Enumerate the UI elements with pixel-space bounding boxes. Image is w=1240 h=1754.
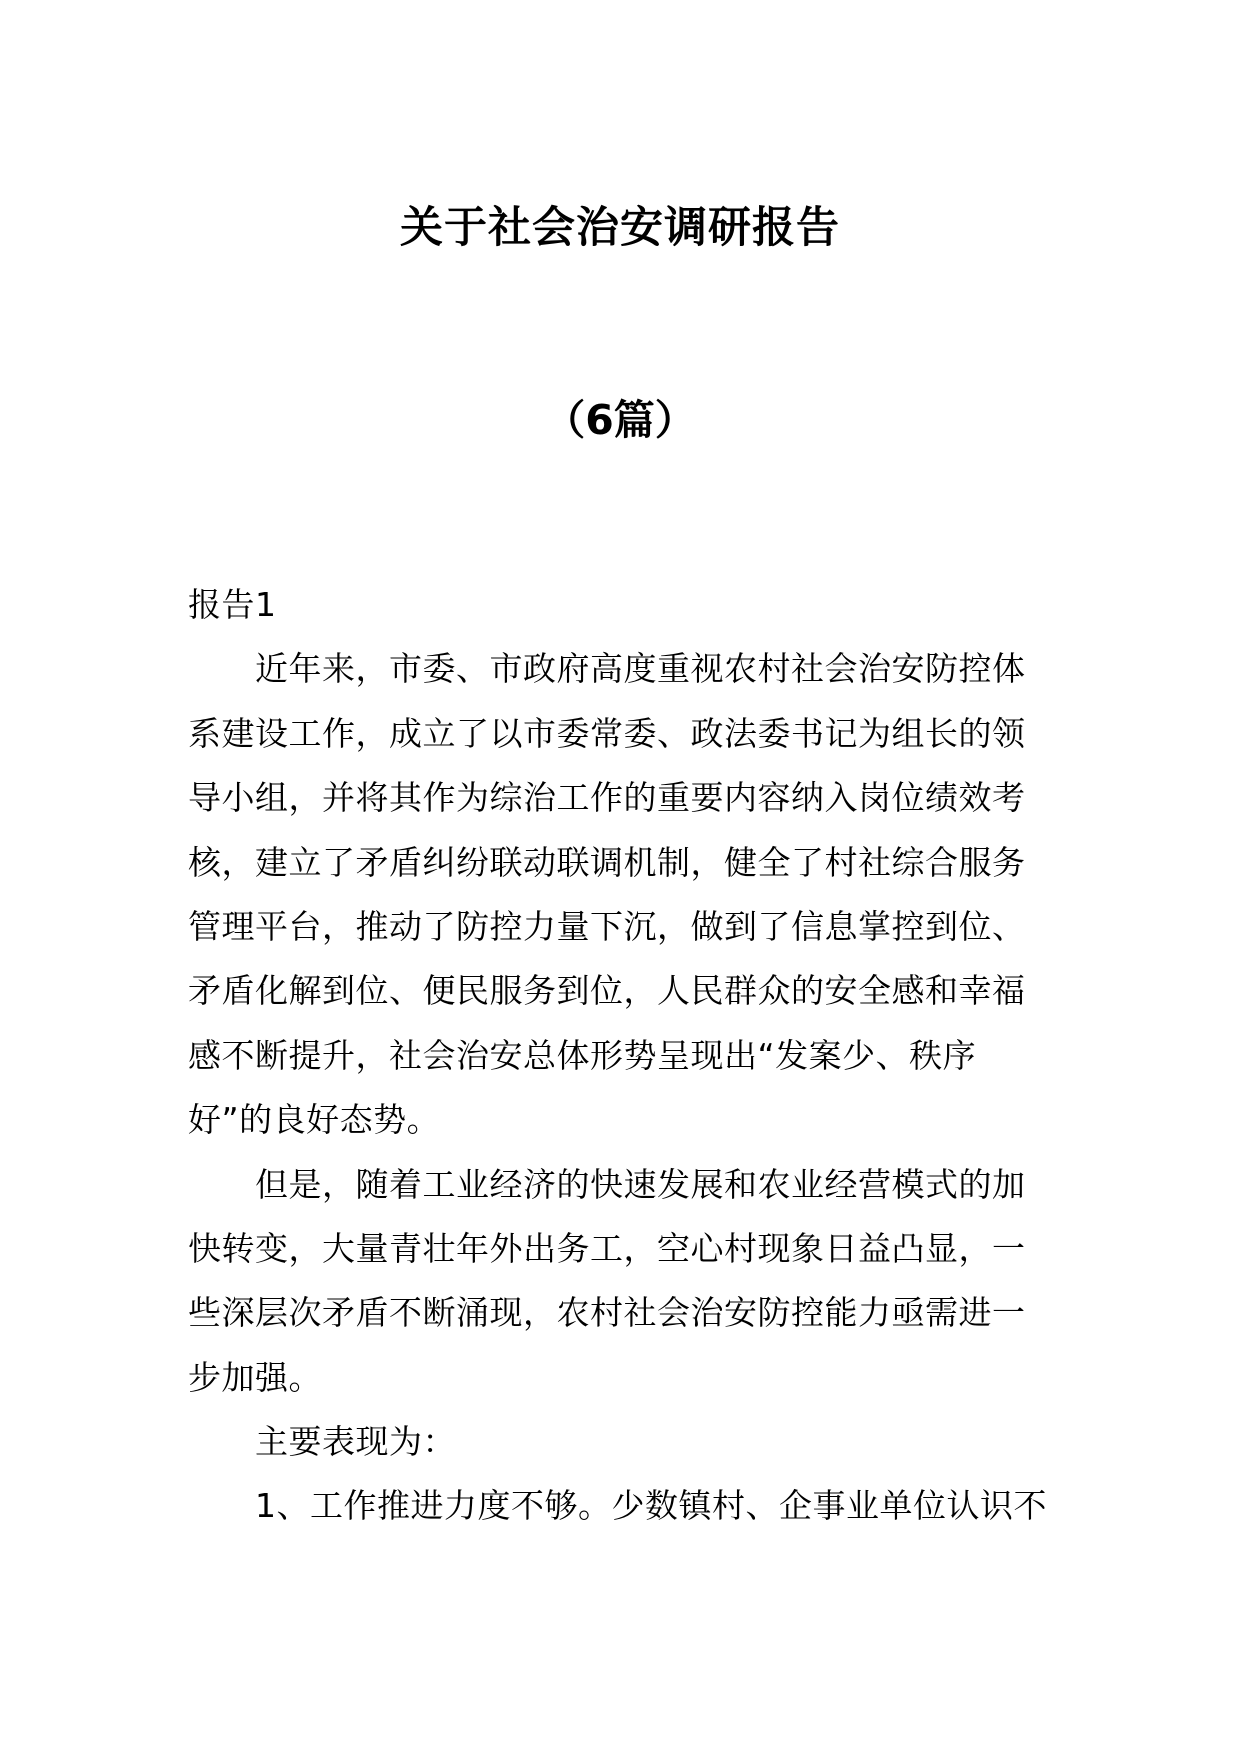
paragraph-line: 感不断提升，社会治安总体形势呈现出“发案少、秩序 — [188, 1035, 977, 1075]
paragraph-line: 近年来，市委、市政府高度重视农村社会治安防控体 — [255, 649, 1026, 689]
paragraph-line: 系建设工作，成立了以市委常委、政法委书记为组长的领 — [188, 713, 1026, 753]
paragraph-line: 管理平台，推动了防控力量下沉，做到了信息掌控到位、 — [188, 906, 1026, 946]
paragraph-line: 但是，随着工业经济的快速发展和农业经营模式的加 — [255, 1164, 1026, 1204]
document-subtitle: （6篇） — [544, 396, 696, 444]
document-body — [188, 573, 1058, 1539]
document-title: 关于社会治安调研报告 — [400, 203, 840, 253]
paragraph-line: 核，建立了矛盾纠纷联动联调机制，健全了村社综合服务 — [188, 842, 1026, 882]
paragraph-line: 1、工作推进力度不够。少数镇村、企事业单位认识不 — [255, 1486, 1047, 1526]
paragraph-line: 快转变，大量青壮年外出务工，空心村现象日益凸显，一 — [188, 1228, 1026, 1268]
paragraph-line: 主要表现为： — [255, 1422, 456, 1462]
section-label: 报告1 — [188, 585, 277, 624]
paragraph-line: 步加强。 — [188, 1357, 322, 1397]
paragraph-line: 些深层次矛盾不断涌现，农村社会治安防控能力亟需进一 — [188, 1293, 1026, 1333]
paragraph-line: 矛盾化解到位、便民服务到位，人民群众的安全感和幸福 — [188, 971, 1026, 1011]
paragraph-line: 导小组，并将其作为综治工作的重要内容纳入岗位绩效考 — [188, 778, 1026, 818]
paragraph-line: 好”的良好态势。 — [188, 1100, 441, 1140]
